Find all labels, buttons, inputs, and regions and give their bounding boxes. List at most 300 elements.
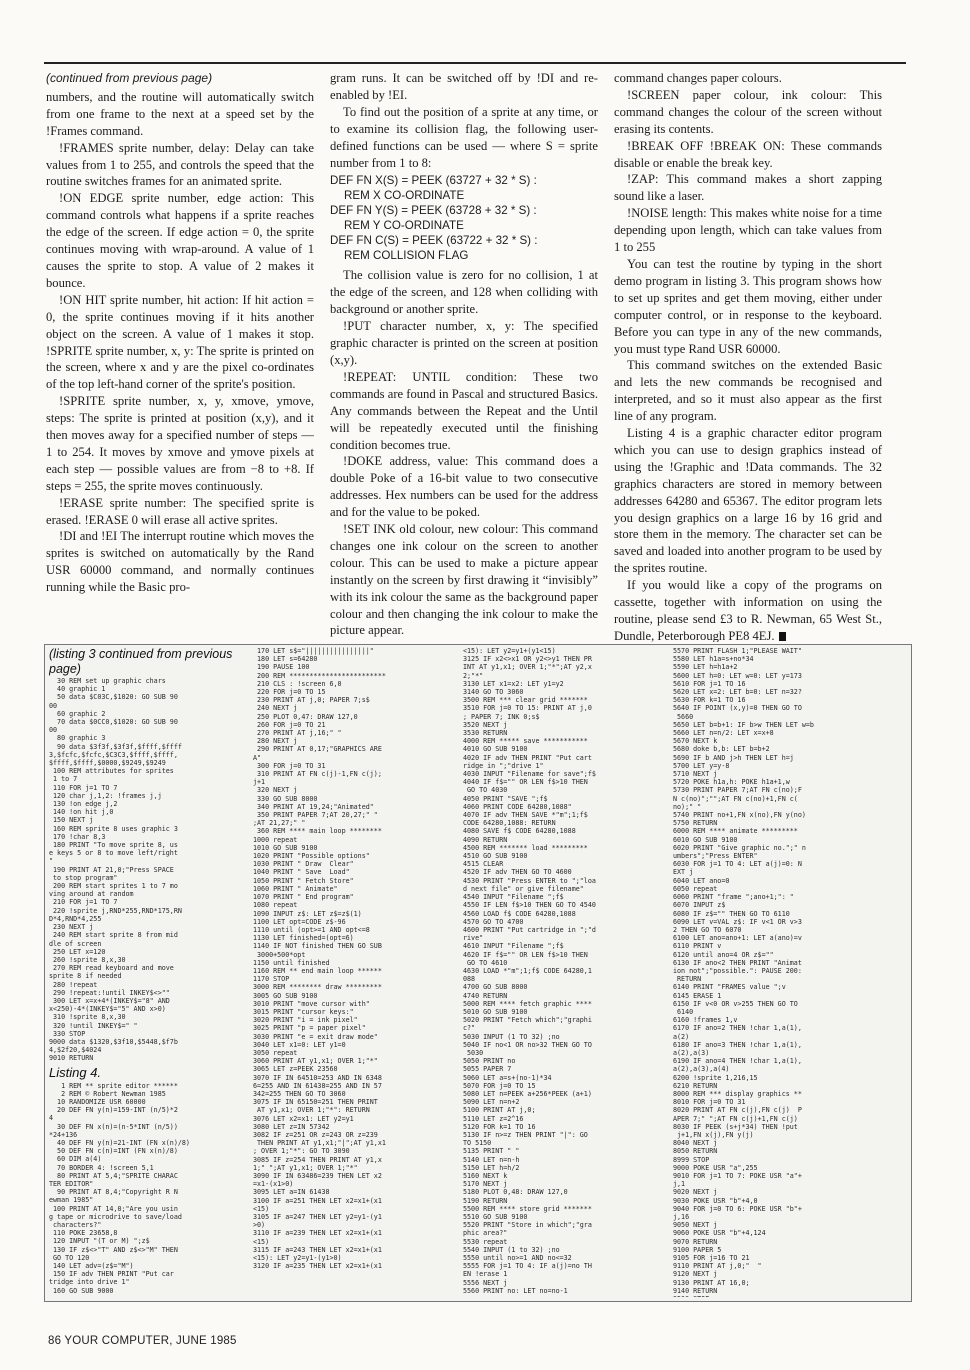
code-line: 6140 — [673, 1007, 694, 1016]
code-line: 4520 IF adv THEN GO TO 4600 — [463, 868, 572, 877]
listing-column-3 — [463, 647, 667, 1297]
code-line: 3025 PRINT "p = paper pixel" — [253, 1024, 366, 1033]
code-line: GO TO 4030 — [463, 786, 508, 795]
code-line: 6210 RETURN — [673, 1081, 718, 1090]
code-line: EXT j — [673, 868, 694, 877]
code-line: REM COLLISION FLAG — [344, 249, 469, 263]
code-line: 120 INPUT "(T or M) ";z$ — [49, 1237, 150, 1246]
code-line: 9140 RETURN — [673, 1286, 718, 1295]
code-line: TER EDITOR" — [49, 1179, 94, 1188]
code-line: $ffff,$ffff,$0000,$9249,$9249 — [49, 759, 166, 768]
code-definitions — [330, 173, 598, 263]
code-line: 6100 LET ano=ano+1: LET a(ano)=v — [673, 934, 802, 943]
code-line: 9130 PRINT AT 16,0; — [673, 1278, 750, 1287]
code-line: 150 NEXT j — [49, 816, 94, 825]
code-line: 190 PRINT AT 21,0;"Press SPACE — [49, 865, 174, 874]
code-line: j,1 — [673, 1180, 686, 1189]
code-line: tridge into drive 1" — [49, 1278, 130, 1287]
code-line: 5680 doke b,b: LET b=b+2 — [673, 745, 770, 754]
code-line: 5710 NEXT j — [673, 770, 718, 779]
code-line: 140 LET adv=(z$="M") — [49, 1262, 134, 1271]
code-line: 4630 LOAD *"m";1;f$ CODE 64280,1 — [463, 966, 592, 975]
code-line: 9070 RETURN — [673, 1237, 718, 1246]
code-line: 6000 REM **** animate ********* — [673, 827, 798, 836]
code-line: 190 PAUSE 100 — [253, 663, 310, 672]
body-paragraph: command changes paper colours. — [614, 71, 782, 85]
code-line: <15): LET y2=y1+(y1<15) — [463, 647, 556, 655]
code-line: 3020 PRINT "i = ink pixel" — [253, 1016, 358, 1025]
code-line: 1;" ";AT y1,x1; OVER 1;"*" — [253, 1163, 358, 1172]
code-line: 5580 LET h1a=s+no*34 — [673, 655, 754, 664]
code-line: 330 STOP — [49, 1029, 86, 1038]
code-line: 5630 FOR k=1 TO 16 — [673, 696, 746, 705]
code-line: 3030 PRINT "e = exit draw mode" — [253, 1032, 378, 1041]
code-line: 5090 LET n=n+2 — [463, 1098, 520, 1107]
code-line: 6080 IF z$="" THEN GO TO 6110 — [673, 909, 790, 918]
code-line: 5050 PRINT no — [463, 1057, 516, 1066]
code-line: 4700 GO SUB 8000 — [463, 983, 528, 992]
body-paragraph: Listing 4 is a graphic character editor program which you can use to design graphics instead of using the !Graphic and !Data commands. The 32 graphics characters are stored in memory between addresses 64280 and 65367. The editor program lets you design graphics on a large 16 by 16 grid and store them in the memory. The character set can be saved and loaded into another program to be used by the sprites routine. — [614, 426, 882, 576]
code-line: 170 !char 8,3 — [49, 832, 106, 841]
code-line: DEF FN C(S) = PEEK (63722 + 32 * S) : — [330, 234, 538, 248]
article-column-1 — [46, 70, 314, 642]
code-line: 310 PRINT AT FN c(j)-1,FN c(j); — [253, 770, 382, 779]
body-paragraph: The collision value is zero for no collision, 1 at the edge of the screen, and 128 when colliding with background or another sprite. — [330, 268, 598, 317]
code-line: 310 !sprite 8,x,30 — [49, 1013, 126, 1022]
code-line: umbers";"Press ENTER" — [673, 852, 758, 861]
listing-column-2 — [253, 647, 459, 1297]
code-line: 330 GO SUB 8000 — [253, 794, 318, 803]
code-line: ewman 1985" — [49, 1196, 94, 1205]
code-line: 3140 GO TO 3060 — [463, 688, 524, 697]
code-line: A" — [253, 753, 262, 762]
code-line: 5720 POKE h1a,h: POKE h1a+1,w — [673, 778, 790, 787]
code-line: 3000+500*opt — [253, 950, 306, 959]
code-line: 70 BORDER 4: !screen 5,1 — [49, 1163, 154, 1172]
code-line: 1130 LET finished=(opt=6) — [253, 934, 354, 943]
code-line: 6140 PRINT "FRAMES value ";v — [673, 983, 786, 992]
code-line: 5555 FOR j=1 TO 4: IF a(j)=no TH — [463, 1262, 592, 1271]
code-line: 9110 PRINT AT j,0;" " — [673, 1262, 762, 1271]
code-line: AT y1,x1; OVER 1;"*": RETURN — [253, 1106, 370, 1115]
code-line: 3510 FOR j=0 TO 15: PRINT AT j,0 — [463, 704, 592, 713]
code-line: 8030 IF PEEK (s+j*34) THEN !put — [673, 1122, 798, 1131]
code-line: 260 !sprite 8,x,30 — [49, 955, 126, 964]
code-line: 4000 REM ***** save *********** — [463, 737, 588, 746]
code-line: 5610 FOR j=1 TO 16 — [673, 679, 746, 688]
code-line: 6150 IF v<0 OR v>255 THEN GO TO — [673, 999, 798, 1008]
code-line: 4030 INPUT "Filename for save";f$ — [463, 770, 596, 779]
code-line: 8010 FOR j=0 TO 31 — [673, 1098, 746, 1107]
code-line: 5560 PRINT no: LET no=no-1 — [463, 1286, 568, 1295]
body-paragraph: If you would like a copy of the programs on cassette, together with information on using the routine, please send £3 to R. Newman, 65 West St., Dundle, Peterborough PE8 4EJ. — [614, 578, 882, 642]
code-line: 160 REM sprite 8 uses graphic 3 — [49, 824, 178, 833]
code-line: 5660 LET n=n/2: LET x=x+8 — [673, 729, 774, 738]
code-line: 220 !sprite j,RND*255,RND*175,RN — [49, 906, 182, 915]
code-line: <15): LET y2=y1-(y1>0) — [253, 1254, 342, 1263]
code-line: 10 RANDOMIZE USR 60000 — [49, 1097, 146, 1106]
code-line: 5670 NEXT k — [673, 737, 718, 746]
code-line: 5160 NEXT k — [463, 1172, 508, 1180]
code-line: 5550 until no>=1 AND no<=32 — [463, 1254, 572, 1263]
code-line: 270 REM read keyboard and move — [49, 964, 174, 973]
code-line: 1010 GO SUB 9100 — [253, 843, 318, 852]
code-line: 1000 repeat — [253, 835, 298, 844]
code-line: 3060 PRINT AT y1,x1; OVER 1;"*" — [253, 1057, 378, 1066]
body-paragraph: !SET INK old colour, new colour: This command changes one ink colour on the screen to another colour. This can be used to make a picture appear instantly on the screen by first drawing it “invisibly” with its ink colour the same as the background paper colour and then changing the ink colour to make the picture appear. — [330, 522, 598, 638]
code-line: *24+136 — [49, 1130, 78, 1139]
code-line: 5055 PAPER 7 — [463, 1065, 512, 1074]
code-line: ; PAPER 7; INK 0;s$ — [463, 712, 540, 721]
code-line: 3065 LET z=PEEK 23560 — [253, 1065, 338, 1074]
body-paragraph: !SPRITE sprite number, x, y, xmove, ymove, steps: The sprite is printed at position (x,y), and it then moves away for a specified number of steps — 1 to 254. It moves by xmove and ymove pixels at each step — possible values are from −8 to +8. If steps = 255, the sprite moves continuously. — [46, 394, 314, 493]
code-line: 6120 until ano=4 OR z$="" — [673, 950, 774, 959]
code-line: 1170 STOP — [253, 975, 290, 984]
code-line: 5000 REM **** fetch graphic **** — [463, 999, 592, 1008]
code-line: 50 DEF FN c(n)=INT (FN x(n)/8) — [49, 1147, 178, 1156]
code-line: 5180 PLOT 0,48: DRAW 127,0 — [463, 1188, 568, 1197]
code-line: 5170 NEXT j — [463, 1180, 508, 1189]
code-line: 40 graphic 1 — [49, 685, 106, 694]
code-line: 5030 — [463, 1048, 484, 1057]
code-line: 6070 INPUT z$ — [673, 901, 726, 910]
body-paragraph: You can test the routine by typing in the short demo program in listing 3. This program shows how to set up sprites and get them moving, either under computer control, or in response to the keyboard. Before you can type in any of the new commands, you must type Rand USR 60000. — [614, 256, 882, 356]
code-line: 6145 ERASE 1 — [673, 991, 722, 1000]
code-line: 8999 STOP — [673, 1155, 710, 1164]
code-line: ; OVER 1;"*": GO TO 3090 — [253, 1147, 350, 1156]
code-line: 4560 LOAD f$ CODE 64280,1088 — [463, 909, 576, 918]
code-line: N c(no)";"";AT FN c(no)+1,FN c( — [673, 794, 798, 803]
code-line: 50 data $C03C,$1020: GO SUB 90 — [49, 693, 178, 702]
body-paragraph: This command switches on the extended Basic and lets the new commands be recognised and interpreted, and so it must also appear as the first line of any program. — [614, 358, 882, 424]
code-line: 300 FOR j=0 TO 31 — [253, 761, 326, 770]
code-line: 6=255 AND IN 61438=255 AND IN 57 — [253, 1081, 382, 1090]
code-line: 5510 GO SUB 9100 — [463, 1213, 528, 1222]
code-line: 1 to 7 — [49, 775, 78, 784]
code-line: 320 NEXT j — [253, 786, 298, 795]
code-line: 100 PRINT AT 14,0;"Are you usin — [49, 1204, 178, 1213]
code-line: 1 REM ** sprite editor ****** — [49, 1081, 178, 1090]
code-line: sprite 8 if needed — [49, 972, 122, 981]
program-listing-box — [44, 644, 912, 1302]
code-line: 9030 POKE USR "b"+4,0 — [673, 1196, 758, 1205]
code-line: 1080 repeat — [253, 901, 298, 910]
code-line: APER 7;" ";AT FN c(j)+1,FN c(j) — [673, 1114, 798, 1123]
code-line: 3090 IF IN 63486=239 THEN LET x2 — [253, 1172, 382, 1180]
code-line: 210 CLS : !screen 6,0 — [253, 679, 342, 688]
article-column-2 — [330, 70, 598, 642]
code-line: 4600 PRINT "Put cartridge in ";"d — [463, 925, 596, 934]
code-line: INT AT y1,x1; OVER 1;"*";AT y2,x — [463, 663, 592, 672]
code-line: 6190 IF ano=4 THEN !char 1,a(1), — [673, 1057, 802, 1066]
code-line: 1060 PRINT " Animate" — [253, 884, 338, 893]
code-line: 5500 REM **** store grid ******* — [463, 1204, 592, 1213]
code-line: 5590 LET h=h1a+2 — [673, 663, 738, 672]
code-line: 2 REM © Robert Newman 1985 — [49, 1089, 166, 1098]
code-line: 3015 PRINT "cursor keys:" — [253, 1007, 354, 1016]
code-line: 8020 PRINT AT FN c(j),FN c(j) P — [673, 1106, 802, 1115]
code-line: 5010 GO SUB 9100 — [463, 1007, 528, 1016]
code-line: 1070 PRINT " End program" — [253, 893, 354, 902]
code-line: 60 graphic 2 — [49, 709, 106, 718]
code-line: 1050 PRINT " Fetch Store" — [253, 876, 354, 885]
code-line: 1030 PRINT " Draw Clear" — [253, 860, 354, 869]
code-line: 9050 NEXT j — [673, 1221, 718, 1230]
code-line: 3005 GO SUB 9100 — [253, 991, 318, 1000]
code-line: 280 !repeat — [49, 980, 98, 989]
code-line: >0) — [253, 1221, 266, 1230]
code-line: 2 THEN GO TO 6070 — [673, 925, 742, 934]
code-line: 3520 NEXT j — [463, 720, 508, 729]
code-line: D*4,RND*4,255 — [49, 914, 102, 923]
code-line: 5020 PRINT "Fetch which";"graphi — [463, 1016, 592, 1025]
code-line: 180 PRINT "To move sprite 8, us — [49, 841, 178, 850]
code-line: 180 LET s=64280 — [253, 655, 318, 664]
code-line: 280 NEXT j — [253, 737, 298, 746]
code-line: 220 FOR j=0 TO 15 — [253, 688, 326, 697]
code-line: 5150 LET h=h/2 — [463, 1163, 520, 1172]
code-line: 5570 PRINT FLASH 1;"PLEASE WAIT" — [673, 647, 802, 655]
code-line: 20 DEF FN y(n)=159-INT (n/5)*2 — [49, 1106, 178, 1115]
code-line: 4540 INPUT "Filename ";f$ — [463, 893, 564, 902]
code-line: j+1,FN x(j),FN y(j) — [673, 1130, 754, 1139]
code-line — [673, 1295, 909, 1297]
code-line: 230 PRINT AT j,0; PAPER 7;s$ — [253, 696, 370, 705]
code-line: 5190 RETURN — [463, 1196, 508, 1205]
code-line: 3120 IF a=235 THEN LET x2=x1+(x1 — [253, 1262, 382, 1271]
code-line: 4510 GO SUB 9100 — [463, 852, 528, 861]
code-line: 90 PRINT AT 8,4;"Copyright R N — [49, 1188, 178, 1197]
code-line: 200 REM start sprites 1 to 7 mo — [49, 882, 178, 891]
code-line: 5520 PRINT "Store in which";"gra — [463, 1221, 592, 1230]
code-line: EN !erase 1 — [463, 1270, 508, 1279]
code-line: c?" — [463, 1024, 476, 1033]
code-line: 6020 PRINT "Give graphic no.";" n — [673, 843, 806, 852]
code-line: 9105 FOR j=16 TO 21 — [673, 1254, 750, 1263]
code-line: 5530 repeat — [463, 1237, 508, 1246]
code-line: 3530 RETURN — [463, 729, 508, 738]
code-line: 290 PRINT AT 0,17;"GRAPHICS ARE — [253, 745, 382, 754]
code-line: 6170 IF ano=2 THEN !char 1,a(1), — [673, 1024, 802, 1033]
code-line: 3070 IF IN 64510=253 AND IN 6348 — [253, 1073, 382, 1082]
body-paragraph: To find out the position of a sprite at any time, or to examine its collision flag, the following user-defined functions can be used — where S = sprite number from 1 to 8: — [330, 104, 598, 170]
code-line: 4500 REM ******* load ********* — [463, 843, 588, 852]
code-line: 3080 LET z=IN 57342 — [253, 1122, 330, 1131]
code-line: 130 IF z$<>"T" AND z$<>"M" THEN — [49, 1245, 178, 1254]
body-paragraph — [330, 639, 598, 642]
code-line: 3000 REM ******** draw ********* — [253, 983, 382, 992]
code-line: 140 !on hit j,0 — [49, 808, 114, 817]
listing-column-4 — [673, 647, 909, 1297]
code-line: 5540 INPUT (1 to 32) ;no — [463, 1245, 560, 1254]
body-paragraph: !BREAK OFF !BREAK ON: These commands disable or enable the break key. — [614, 138, 882, 170]
code-line: 250 LET x=120 — [49, 947, 106, 956]
code-line: 40 DEF FN y(n)=21-INT (FN x(n)/8) — [49, 1138, 190, 1147]
code-line: 320 !until INKEY$=" " — [49, 1021, 138, 1030]
code-line: =x1-(x1>0) — [253, 1180, 294, 1189]
code-line: 9000 data $1320,$3f10,$5448,$f7b — [49, 1037, 178, 1046]
code-line: 4,$2f20,$4024 — [49, 1046, 102, 1055]
code-line: 00 — [49, 726, 58, 735]
listing-column-1 — [49, 647, 249, 1297]
code-line: 088 — [463, 975, 476, 984]
code-line: 9040 FOR j=0 TO 6: POKE USR "b"+ — [673, 1204, 802, 1213]
code-line: 5110 LET z=2^16 — [463, 1114, 524, 1123]
code-line: 6010 GO SUB 9100 — [673, 835, 738, 844]
code-line: 200 REM ************************ — [253, 671, 386, 680]
code-line: 5100 PRINT AT j,0; — [463, 1106, 536, 1115]
code-line: 1020 PRINT "Possible options" — [253, 852, 370, 861]
body-paragraph: !ERASE sprite number: The specified sprite is erased. !ERASE 0 will erase all active sprites. — [46, 495, 314, 527]
listing-4-title: Listing 4. — [49, 1064, 102, 1080]
code-line: 1100 LET opt=CODE z$-96 — [253, 917, 346, 926]
code-line: REM X CO-ORDINATE — [344, 189, 465, 203]
code-line: 4060 PRINT CODE 64280,1088" — [463, 802, 572, 811]
code-line: 3115 IF a=243 THEN LET x2=x1+(x1 — [253, 1245, 382, 1254]
body-paragraph: !ON EDGE sprite number, edge action: This command controls what happens if a sprite reaches the edge of the screen. If edge action = 0, the sprite continues moving with wrap-around. A value of 1 causes the sprite to stop. A value of 2 makes it bounce. — [46, 191, 314, 290]
code-line: 5040 IF no<1 OR no>32 THEN GO TO — [463, 1040, 592, 1049]
code-line: a(2),a(3),a(4) — [673, 1065, 730, 1074]
code-line: x<250)-4*(INKEY$="5" AND x>0) — [49, 1005, 166, 1014]
code-line: 00 — [49, 701, 58, 710]
code-line: d next file" or give filename" — [463, 884, 584, 893]
code-line: 2;"*" — [463, 671, 484, 680]
body-paragraph: !SCREEN paper colour, ink colour: This command changes the colour of the screen without erasing its contents. — [614, 87, 882, 136]
code-line: 3125 IF x2<>x1 OR y2<>y1 THEN PR — [463, 655, 592, 664]
code-line: 210 FOR j=1 TO 7 — [49, 898, 118, 907]
code-line: 6180 IF ano=3 THEN !char 1,a(1), — [673, 1040, 802, 1049]
code-line: 5120 FOR k=1 TO 16 — [463, 1122, 536, 1131]
code-line: 342=255 THEN GO TO 3060 — [253, 1089, 346, 1098]
code-line: 5135 PRINT " " — [463, 1147, 520, 1156]
page-footer: 86 YOUR COMPUTER, JUNE 1985 — [48, 1335, 237, 1347]
code-line: 70 data $0CC0,$1020: GO SUB 90 — [49, 718, 178, 727]
code-line: 100 REM attributes for sprites — [49, 767, 174, 776]
code-line: 4620 IF f$="" OR LEN f$>10 THEN — [463, 950, 588, 959]
code-line: 5640 IF POINT (x,y)=0 THEN GO TO — [673, 704, 802, 713]
code-line: 30 DEF FN x(n)=(n-5*INT (n/5)) — [49, 1122, 178, 1131]
body-paragraph: gram runs. It can be switched off by !DI and re-enabled by !EI. — [330, 71, 598, 102]
code-line: 4070 IF adv THEN SAVE *"m";1;f$ — [463, 811, 588, 820]
code-line: 1160 REM ** end main loop ****** — [253, 966, 382, 975]
code-line: 130 !on edge j,2 — [49, 800, 118, 809]
body-paragraph: !ON HIT sprite number, hit action: If hit action = 0, the sprite continues moving if it hits another object on the screen. A value of 1 makes it stop. !SPRITE sprite number, x, y: The sprite is printed on the screen, where x and y are the pixel co-ordinates of the top left-hand corner of the sprite's position. — [46, 292, 314, 392]
code-line: 4040 IF f$="" OR LEN f$>10 THEN — [463, 778, 588, 787]
code-line: 340 PRINT AT 19,24;"Animated" — [253, 802, 374, 811]
code-line: g tape or microdrive to save/load — [49, 1212, 182, 1221]
code-line: 4515 CLEAR — [463, 860, 504, 869]
code-line: 8050 RETURN — [673, 1147, 718, 1156]
code-line: GO TO 4610 — [463, 958, 508, 967]
code-line: characters?" — [49, 1221, 102, 1229]
code-line: 270 PRINT AT j,16;" " — [253, 729, 342, 738]
body-paragraph: !NOISE length: This makes white noise for a time depending upon length, which can take values from 1 to 255 — [614, 206, 882, 255]
body-paragraph: !DI and !EI The interrupt routine which moves the sprites is switched on automatically by the Rand USR 60000 command, and normally continues running while the Basic pro- — [46, 529, 314, 595]
code-line: 5030 INPUT (1 TO 32) ;no — [463, 1032, 560, 1041]
code-line: 6030 FOR j=1 TO 4: LET a(j)=0: N — [673, 860, 802, 869]
listing-header: (listing 3 continued from previous page) — [49, 647, 233, 676]
code-line: <15) — [253, 1204, 270, 1213]
code-line: 350 PRINT PAPER 7;AT 20,27;" " — [253, 811, 378, 820]
code-line: 4610 INPUT "Filename ";f$ — [463, 942, 564, 951]
code-line: 160 GO SUB 9000 — [49, 1286, 114, 1295]
body-paragraph: !REPEAT: UNTIL condition: These two commands are found in Pascal and structured Basics. Any commands between the Repeat and the Until will be repeatedly executed until the finishing condition becomes true. — [330, 369, 598, 452]
code-line: 150 IF adv THEN PRINT "Put car — [49, 1270, 174, 1279]
code-line: 3,$fcfc,$fcfc,$C3C3,$ffff,$ffff, — [49, 750, 178, 759]
code-line: 230 NEXT j — [49, 923, 94, 932]
code-line: 9120 NEXT j — [673, 1270, 718, 1279]
code-line: 1150 until finished — [253, 958, 330, 967]
code-line: 6200 !sprite 1,216,15 — [673, 1073, 758, 1082]
code-line: 9010 RETURN — [49, 1054, 94, 1063]
code-line: 240 NEXT j — [253, 704, 298, 713]
code-line: no);" " — [673, 802, 702, 811]
code-line: 4740 RETURN — [463, 991, 508, 1000]
code-line: 5660 — [673, 712, 694, 721]
code-line: 3085 IF z=254 THEN PRINT AT y1,x — [253, 1155, 382, 1164]
code-line: 3110 IF a=239 THEN LET x2=x1+(x1 — [253, 1229, 382, 1238]
code-line: to stop program" — [49, 873, 118, 882]
body-paragraph: !ZAP: This command makes a short zapping sound like a laser. — [614, 172, 882, 204]
code-line: 8040 NEXT j — [673, 1139, 718, 1148]
code-line: j,16 — [673, 1213, 690, 1222]
code-line: TO 5150 — [463, 1139, 492, 1148]
code-line: 5750 RETURN — [673, 819, 718, 828]
code-line: 5080 LET n=PEEK a+256*PEEK (a+1) — [463, 1089, 592, 1098]
code-line: REM Y CO-ORDINATE — [344, 219, 464, 233]
code-line: 6050 repeat — [673, 884, 718, 893]
code-line: 6110 PRINT v — [673, 942, 722, 951]
code-line: DEF FN X(S) = PEEK (63727 + 32 * S) : — [330, 174, 537, 188]
code-line: phic area?" — [463, 1229, 508, 1238]
code-line: 4080 SAVE f$ CODE 64280,1088 — [463, 827, 576, 836]
code-line: 3040 LET x1=0: LET y1=0 — [253, 1040, 346, 1049]
code-line: 3050 repeat — [253, 1048, 298, 1057]
code-line: 6160 !frames 1,v — [673, 1016, 738, 1025]
continued-label: (continued from previous page) — [46, 71, 213, 85]
code-line: 6060 PRINT "frame ";ano+1;": " — [673, 893, 794, 902]
code-line: 3082 IF z=251 OR z=243 OR z=239 — [253, 1130, 378, 1139]
code-line: 3100 IF a=251 THEN LET x2=x1+(x1 — [253, 1196, 382, 1205]
code-line: j+1 — [253, 778, 266, 787]
code-line: 4020 IF adv THEN PRINT "Put cart — [463, 753, 592, 762]
code-line: 300 LET x=x+4*(INKEY$="8" AND — [49, 996, 170, 1005]
code-line: 9060 POKE USR "b"+4,124 — [673, 1229, 766, 1238]
code-line: 250 PLOT 0,47: DRAW 127,0 — [253, 712, 358, 721]
code-line: 1140 IF NOT finished THEN GO SUB — [253, 942, 382, 951]
code-line: 3500 REM *** clear grid ******* — [463, 696, 588, 705]
code-line: 5730 PRINT PAPER 7;AT FN c(no);F — [673, 786, 802, 795]
code-line: 3130 LET x1=x2: LET y1=y2 — [463, 679, 564, 688]
code-line: 110 POKE 23658,8 — [49, 1229, 118, 1238]
code-line: 1090 INPUT z$: LET z$=z$(1) — [253, 909, 362, 918]
code-line: 5600 LET h=0: LET w=0: LET y=173 — [673, 671, 802, 680]
code-line: 3075 IF IN 65150=251 THEN PRINT — [253, 1098, 378, 1107]
code-line: 4 — [49, 1114, 54, 1123]
body-paragraph: !FRAMES sprite number, delay: Delay can take values from 1 to 255, and controls the speed that the routine switches frames for an animated sprite. — [46, 140, 314, 189]
code-line: THEN PRINT AT y1,x1;"|";AT y1,x1 — [253, 1139, 386, 1148]
code-line: dle of screen — [49, 939, 102, 948]
code-line: 5070 FOR j=0 TO 15 — [463, 1081, 536, 1090]
code-line: 9020 NEXT j — [673, 1188, 718, 1197]
code-line: 1110 until (opt>=1 AND opt<=8 — [253, 925, 370, 934]
code-line: DEF FN Y(S) = PEEK (63728 + 32 * S) : — [330, 204, 537, 218]
code-line: 4550 IF LEN f$>10 THEN GO TO 4540 — [463, 901, 596, 910]
top-rule — [44, 62, 906, 64]
code-line: GO TO 120 — [49, 1253, 90, 1262]
code-line: 30 REM set up graphic chars — [49, 677, 166, 685]
code-line: RETURN — [673, 975, 702, 984]
